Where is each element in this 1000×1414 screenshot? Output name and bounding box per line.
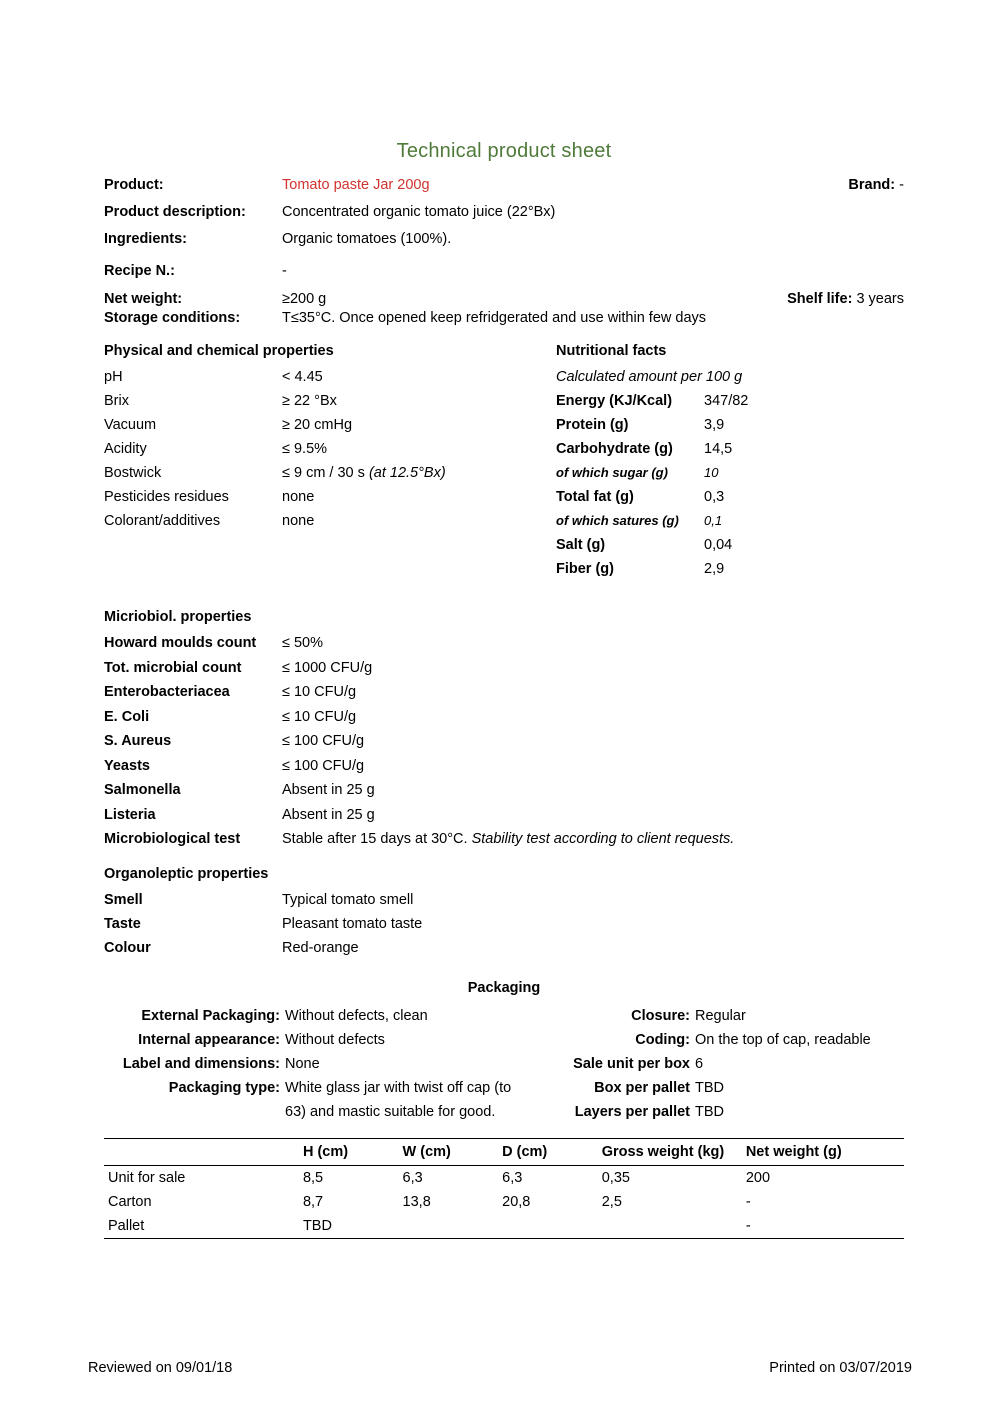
list-item xyxy=(556,1028,904,1052)
header-value-net-weight: ≥200 g xyxy=(282,291,327,307)
nutrient-name: Carbohydrate (g) xyxy=(556,441,673,457)
list-item xyxy=(104,1076,556,1100)
list-item xyxy=(556,1100,904,1124)
nutrient-value: 0,3 xyxy=(704,489,725,505)
packaging-value: 63) and mastic suitable for good. xyxy=(285,1103,496,1120)
nutritional-facts-block xyxy=(556,343,904,581)
nutrient-name: Protein (g) xyxy=(556,417,629,433)
property-name: Microbiological test xyxy=(104,831,241,847)
list-item xyxy=(104,1028,556,1052)
list-item xyxy=(104,912,904,936)
nutrient-value: 0,04 xyxy=(704,537,733,553)
list-item xyxy=(104,1052,556,1076)
property-name: Salmonella xyxy=(104,782,181,798)
property-name: pH xyxy=(104,369,123,385)
property-value: ≤ 9.5% xyxy=(282,441,328,457)
packaging-value: 6 xyxy=(695,1055,704,1072)
nutrient-value: 10 xyxy=(704,465,719,480)
header-right-brand xyxy=(848,177,904,193)
packaging-value: White glass jar with twist off cap (to xyxy=(285,1079,512,1096)
list-item xyxy=(104,437,556,461)
property-name: Bostwick xyxy=(104,465,162,481)
table-row xyxy=(104,1190,904,1214)
property-name: Listeria xyxy=(104,806,156,823)
list-item xyxy=(104,461,556,485)
list-item xyxy=(104,803,904,828)
property-value: Red-orange xyxy=(282,939,359,956)
property-value-text: ≤ 9 cm / 30 s xyxy=(282,465,365,481)
list-item xyxy=(104,1004,556,1028)
list-item xyxy=(104,631,904,656)
list-item xyxy=(104,827,904,852)
nutrient-name: of which sugar (g) xyxy=(556,465,668,480)
packaging-label: Packaging type: xyxy=(168,1079,280,1096)
property-name: Taste xyxy=(104,915,141,932)
packaging-value: TBD xyxy=(695,1103,724,1120)
property-name: Howard moulds count xyxy=(104,635,257,651)
list-item xyxy=(556,1004,904,1028)
property-name: Pesticides residues xyxy=(104,489,229,505)
list-item xyxy=(104,778,904,803)
page-footer xyxy=(88,1360,912,1376)
property-value: ≥ 20 cmHg xyxy=(282,417,353,433)
header-label: Storage conditions: xyxy=(104,310,241,326)
property-name: Vacuum xyxy=(104,417,157,433)
property-value xyxy=(282,827,904,852)
table-cell: 0,35 xyxy=(601,1169,630,1186)
list-item xyxy=(104,413,556,437)
table-cell: Carton xyxy=(108,1193,152,1210)
nutrient-name: of which satures (g) xyxy=(556,513,679,528)
header-value-product: Tomato paste Jar 200g xyxy=(282,177,430,193)
property-value: Absent in 25 g xyxy=(282,782,375,798)
column-header xyxy=(104,1138,299,1165)
header-row-recipe xyxy=(104,263,904,279)
nutrient-value: 14,5 xyxy=(704,441,733,457)
header-label: Net weight: xyxy=(104,291,183,307)
list-item xyxy=(556,413,904,437)
table-cell: 2,5 xyxy=(601,1193,622,1210)
list-item xyxy=(556,461,904,485)
column-header: Net weight (g) xyxy=(742,1138,904,1165)
footer-printed-date: Printed on 03/07/2019 xyxy=(769,1360,912,1376)
property-value-text: Stable after 15 days at 30°C. xyxy=(282,831,468,847)
property-value xyxy=(282,461,556,485)
footer-reviewed-date: Reviewed on 09/01/18 xyxy=(88,1360,233,1376)
nutritional-facts-title: Nutritional facts xyxy=(556,343,667,359)
property-value: Pleasant tomato taste xyxy=(282,915,423,932)
property-name: Smell xyxy=(104,891,143,908)
header-label: Ingredients: xyxy=(104,231,187,247)
header-label: Recipe N.: xyxy=(104,263,175,279)
table-row xyxy=(104,1165,904,1190)
packaging-title: Packaging xyxy=(467,979,541,996)
properties-section xyxy=(104,343,904,581)
list-item xyxy=(104,509,556,533)
property-value: ≥ 22 °Bx xyxy=(282,393,337,409)
table-cell xyxy=(399,1214,499,1239)
microbiological-properties-block xyxy=(104,609,904,852)
list-item xyxy=(104,729,904,754)
property-value-note: (at 12.5°Bx) xyxy=(368,465,446,481)
nutrient-value: 3,9 xyxy=(704,417,725,433)
dimensions-table xyxy=(104,1138,904,1239)
header-label: Product: xyxy=(104,177,164,193)
list-item xyxy=(104,365,556,389)
packaging-label xyxy=(104,1100,285,1124)
packaging-value: Regular xyxy=(695,1007,746,1024)
packaging-label: Label and dimensions: xyxy=(122,1055,280,1072)
document-content xyxy=(104,140,904,1239)
list-item xyxy=(104,656,904,681)
table-cell: - xyxy=(742,1214,904,1239)
property-value: none xyxy=(282,513,315,529)
shelf-life-label: Shelf life: xyxy=(787,291,853,307)
nutrition-basis-note: Calculated amount per 100 g xyxy=(556,369,743,385)
nutrient-name: Total fat (g) xyxy=(556,489,634,505)
packaging-value: Without defects, clean xyxy=(285,1007,428,1024)
property-value: Typical tomato smell xyxy=(282,891,414,908)
packaging-label: Sale unit per box xyxy=(573,1055,690,1072)
property-value: < 4.45 xyxy=(282,369,323,385)
microbiological-properties-title: Micriobiol. properties xyxy=(104,609,252,625)
packaging-value: TBD xyxy=(695,1079,724,1096)
list-item xyxy=(556,557,904,581)
header-row-product xyxy=(104,177,904,193)
property-name: Colorant/additives xyxy=(104,513,221,529)
list-item xyxy=(104,389,556,413)
property-value: ≤ 100 CFU/g xyxy=(282,757,365,774)
packaging-value: None xyxy=(285,1055,320,1072)
brand-label: Brand: xyxy=(848,177,896,193)
packaging-label: Box per pallet xyxy=(594,1079,690,1096)
list-item xyxy=(104,754,904,779)
property-value: ≤ 100 CFU/g xyxy=(282,733,365,749)
brand-value: - xyxy=(899,177,904,193)
column-header: D (cm) xyxy=(498,1138,598,1165)
property-value: none xyxy=(282,489,315,505)
table-cell: Pallet xyxy=(104,1214,299,1239)
packaging-left-column xyxy=(104,1004,556,1124)
header-label: Product description: xyxy=(104,204,246,220)
column-header: Gross weight (kg) xyxy=(598,1138,742,1165)
table-cell xyxy=(598,1214,742,1239)
nutrient-name: Fiber (g) xyxy=(556,561,614,577)
list-item xyxy=(104,485,556,509)
property-value-note: Stability test according to client requests. xyxy=(471,831,735,847)
list-item xyxy=(104,888,904,912)
property-name: Colour xyxy=(104,939,151,956)
table-cell: 20,8 xyxy=(502,1193,531,1210)
list-item xyxy=(104,1100,556,1124)
header-row-net-weight xyxy=(104,291,904,307)
property-name: Enterobacteriacea xyxy=(104,684,230,700)
packaging-label: Closure: xyxy=(631,1007,690,1024)
property-name: Tot. microbial count xyxy=(104,659,242,676)
packaging-value: On the top of cap, readable xyxy=(695,1031,871,1048)
nutrient-value: 2,9 xyxy=(704,561,725,577)
header-right-shelf-life xyxy=(787,291,904,307)
list-item xyxy=(556,509,904,533)
list-item xyxy=(104,680,904,705)
property-name: Brix xyxy=(104,393,129,409)
property-name: Yeasts xyxy=(104,757,150,774)
header-row-description xyxy=(104,204,904,220)
property-value: ≤ 10 CFU/g xyxy=(282,684,357,700)
table-cell: TBD xyxy=(299,1214,399,1239)
list-item xyxy=(556,1052,904,1076)
table-cell: 200 xyxy=(745,1169,771,1186)
header-row-storage xyxy=(104,310,904,326)
list-item xyxy=(104,936,904,960)
packaging-right-column xyxy=(556,1004,904,1124)
table-header-row xyxy=(104,1138,904,1165)
page-title: Technical product sheet xyxy=(396,140,612,162)
nutrient-name: Salt (g) xyxy=(556,537,606,553)
table-row xyxy=(104,1214,904,1239)
header-value-storage: T≤35°C. Once opened keep refridgerated and use within few days xyxy=(282,310,707,326)
shelf-life-value: 3 years xyxy=(856,291,904,307)
property-name: S. Aureus xyxy=(104,733,172,749)
table-cell: 13,8 xyxy=(402,1193,431,1210)
list-item xyxy=(556,437,904,461)
list-item xyxy=(104,705,904,730)
property-value: Absent in 25 g xyxy=(282,806,375,823)
property-value: ≤ 50% xyxy=(282,635,324,651)
table-cell: Unit for sale xyxy=(108,1169,186,1186)
property-value: ≤ 1000 CFU/g xyxy=(282,659,373,676)
packaging-label: Internal appearance: xyxy=(138,1031,280,1048)
list-item xyxy=(556,1076,904,1100)
nutrient-value: 347/82 xyxy=(704,393,749,409)
table-cell: 6,3 xyxy=(402,1169,423,1186)
header-value-ingredients: Organic tomatoes (100%). xyxy=(282,231,452,247)
table-cell: 8,5 xyxy=(302,1169,324,1186)
header-row-ingredients xyxy=(104,231,904,247)
list-item xyxy=(556,389,904,413)
packaging-label: Coding: xyxy=(635,1031,690,1048)
table-cell: 6,3 xyxy=(502,1169,523,1186)
list-item xyxy=(556,533,904,557)
column-header: W (cm) xyxy=(399,1138,499,1165)
physical-properties-title: Physical and chemical properties xyxy=(104,343,334,359)
header-value-description: Concentrated organic tomato juice (22°Bx) xyxy=(282,204,556,220)
packaging-value: Without defects xyxy=(285,1031,385,1048)
packaging-label: Layers per pallet xyxy=(574,1103,690,1120)
property-name: Acidity xyxy=(104,441,147,457)
property-name: E. Coli xyxy=(104,708,150,725)
header-value-recipe: - xyxy=(282,263,287,279)
table-cell: - xyxy=(745,1193,751,1210)
physical-properties-block xyxy=(104,343,556,581)
nutrient-name: Energy (KJ/Kcal) xyxy=(556,393,673,409)
column-header: H (cm) xyxy=(299,1138,399,1165)
property-value: ≤ 10 CFU/g xyxy=(282,708,357,725)
table-cell: 8,7 xyxy=(302,1193,324,1210)
packaging-section xyxy=(104,1004,904,1124)
packaging-label: External Packaging: xyxy=(141,1007,280,1024)
organoleptic-properties-block xyxy=(104,866,904,960)
list-item xyxy=(556,485,904,509)
table-cell xyxy=(498,1214,598,1239)
nutrient-value: 0,1 xyxy=(704,513,723,528)
organoleptic-properties-title: Organoleptic properties xyxy=(104,865,269,882)
